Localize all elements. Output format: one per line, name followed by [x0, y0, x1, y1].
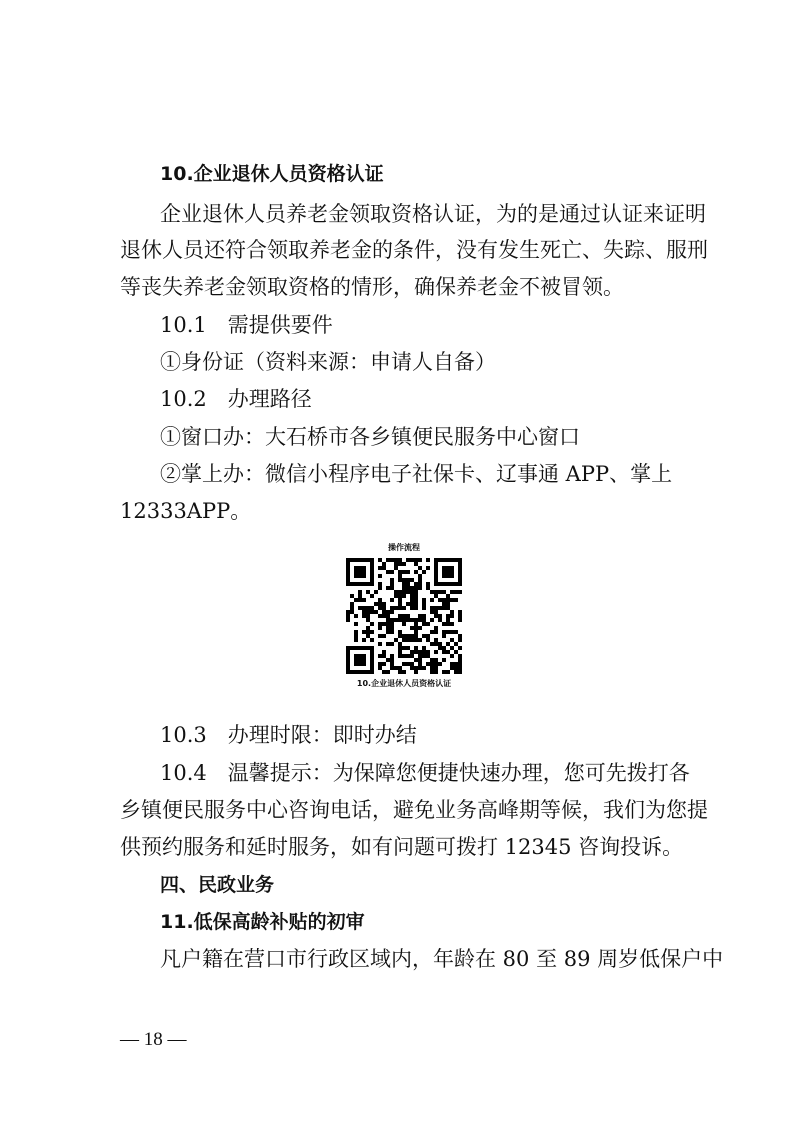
subsection-10-2-item-2-cont: 12333APP。 [120, 499, 252, 523]
qr-code [346, 558, 462, 674]
subsection-10-4-line: 乡镇便民服务中心咨询电话，避免业务高峰期等候，我们为您提 [120, 798, 708, 822]
subsection-10-2-title: 10.2 办理路径 [160, 387, 312, 411]
subsection-10-4-line: 10.4 温馨提示：为保障您便捷快速办理，您可先拨打各 [160, 761, 690, 785]
paragraph-line: 企业退休人员养老金领取资格认证，为的是通过认证来证明 [160, 202, 706, 226]
section-4-heading: 四、民政业务 [160, 874, 275, 896]
qr-caption-top: 操作流程 [388, 543, 420, 552]
section-11-paragraph: 凡户籍在营口市行政区域内，年龄在 80 至 89 周岁低保户中 [160, 947, 724, 971]
subsection-10-2-item-1: ①窗口办：大石桥市各乡镇便民服务中心窗口 [160, 425, 580, 449]
paragraph-line: 退休人员还符合领取养老金的条件，没有发生死亡、失踪、服刑 [120, 238, 708, 262]
qr-caption-bottom: 10.企业退休人员资格认证 [356, 679, 452, 688]
subsection-10-2-item-2: ②掌上办：微信小程序电子社保卡、辽事通 APP、掌上 [160, 462, 673, 486]
subsection-10-3: 10.3 办理时限：即时办结 [160, 723, 417, 747]
page-number: — 18 — [120, 1029, 187, 1050]
subsection-10-1-item: ①身份证（资料来源：申请人自备） [160, 350, 496, 374]
section-10-heading: 10.企业退休人员资格认证 [160, 163, 384, 185]
paragraph-line: 等丧失养老金领取资格的情形，确保养老金不被冒领。 [120, 275, 624, 299]
subsection-10-4-line: 供预约服务和延时服务，如有问题可拨打 12345 咨询投诉。 [120, 835, 684, 859]
section-11-heading: 11.低保高龄补贴的初审 [160, 911, 365, 933]
subsection-10-1-title: 10.1 需提供要件 [160, 313, 333, 337]
